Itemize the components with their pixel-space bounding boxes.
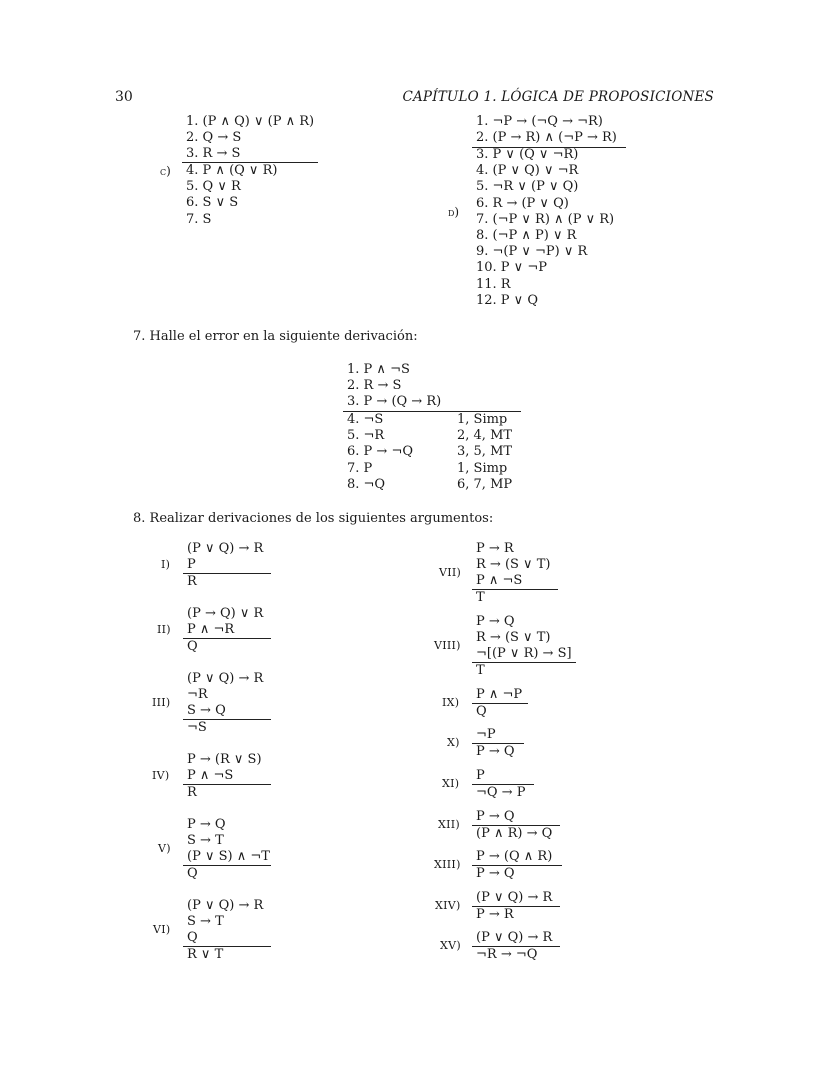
premise: (P ∨ Q) → R — [187, 898, 264, 913]
conclusion: Q — [187, 639, 198, 654]
derivation-row — [347, 444, 512, 460]
argument-vii — [476, 541, 550, 590]
formula-line: 6. S ∨ S — [186, 195, 239, 211]
argument-iv — [187, 752, 262, 784]
item-8-title: 8. Realizar derivaciones de los siguientes argumentos: — [133, 511, 494, 526]
formula-line: 4. P ∧ (Q ∨ R) — [186, 163, 278, 178]
argument-label: XIII) — [434, 858, 461, 871]
conclusion: T — [476, 663, 485, 678]
conclusion: R ∨ T — [187, 947, 224, 962]
formula-line: 11. R — [476, 276, 511, 292]
formula-line: 3. R → S — [186, 146, 241, 162]
formula-line: 8. ¬Q — [347, 476, 386, 492]
formula-line: 3. P → (Q → R) — [347, 394, 442, 410]
argument-label: VIII) — [434, 639, 461, 652]
premise: P → Q — [187, 817, 226, 832]
argument-viii — [476, 614, 572, 663]
conclusion: ¬Q → P — [476, 785, 526, 800]
argument-i — [187, 541, 263, 573]
premise: S → T — [187, 833, 224, 849]
exercise-c-label: c) — [160, 164, 171, 178]
argument-label: III) — [152, 696, 171, 709]
premise: P ∧ ¬P — [476, 687, 523, 702]
formula-line: 3. P ∨ (Q ∨ ¬R) — [476, 147, 579, 162]
premise: (P ∨ Q) → R — [476, 890, 553, 905]
premise: P — [476, 768, 485, 783]
justification: 6, 7, MP — [457, 476, 513, 492]
premise: S → T — [187, 914, 224, 930]
exercise-c-premises — [186, 114, 314, 163]
formula-line: 7. P — [347, 460, 373, 476]
premise: (P → Q) ∨ R — [187, 606, 264, 621]
formula-line: 1. ¬P → (¬Q → ¬R) — [476, 114, 603, 129]
formula-line: 4. (P ∨ Q) ∨ ¬R — [476, 163, 579, 179]
argument-vi — [187, 898, 263, 947]
formula-line: 1. (P ∧ Q) ∨ (P ∧ R) — [186, 114, 315, 129]
formula-line: 2. (P → R) ∧ (¬P → R) — [476, 130, 617, 146]
premise: P — [187, 557, 196, 573]
formula-line: 2. Q → S — [186, 130, 242, 146]
premise: R → (S ∨ T) — [476, 630, 551, 646]
premise: P → (Q ∧ R) — [476, 849, 553, 864]
argument-label: I) — [161, 558, 171, 571]
premise: P → Q — [476, 614, 515, 629]
formula-line: 6. P → ¬Q — [347, 444, 413, 460]
justification: 3, 5, MT — [457, 444, 513, 460]
conclusion-line — [472, 662, 576, 663]
premise: P ∧ ¬S — [187, 768, 234, 784]
conclusion: (P ∧ R) → Q — [476, 826, 553, 841]
premise: R → (S ∨ T) — [476, 557, 551, 573]
conclusion: R — [187, 574, 197, 589]
derivation-row — [347, 461, 512, 477]
argument-iii — [187, 671, 263, 720]
formula-line: 10. P ∨ ¬P — [476, 260, 547, 276]
premise: P → (R ∨ S) — [187, 752, 262, 767]
chapter-title: CAPÍTULO 1. LÓGICA DE PROPOSICIONES — [402, 89, 714, 105]
conclusion: P → R — [476, 907, 514, 922]
formula-line: 5. ¬R ∨ (P ∨ Q) — [476, 179, 579, 195]
formula-line: 9. ¬(P ∨ ¬P) ∨ R — [476, 244, 588, 260]
justification: 2, 4, MT — [457, 428, 513, 444]
page-number: 30 — [115, 89, 133, 105]
justification: 1, Simp — [457, 412, 508, 427]
premise: ¬[(P ∨ R) → S] — [476, 646, 572, 662]
conclusion: ¬R → ¬Q — [476, 947, 538, 962]
conclusion: T — [476, 590, 485, 605]
conclusion: P → Q — [476, 866, 515, 881]
item-7-title: 7. Halle el error en la siguiente derivación: — [133, 329, 418, 344]
premise: P ∧ ¬R — [187, 622, 235, 638]
argument-label: XII) — [438, 818, 461, 831]
argument-label: IX) — [442, 696, 460, 709]
premise: S → Q — [187, 703, 226, 719]
argument-label: VII) — [439, 566, 462, 579]
formula-line: 7. S — [186, 211, 212, 227]
formula-line: 5. ¬R — [347, 428, 385, 444]
conclusion: R — [187, 785, 197, 800]
premise: (P ∨ Q) → R — [187, 541, 264, 556]
exercise-d-steps — [476, 147, 614, 309]
argument-label: XIV) — [435, 899, 461, 912]
premise: P ∧ ¬S — [476, 573, 523, 589]
derivation-row — [347, 412, 512, 428]
exercise-c-steps — [186, 163, 277, 228]
formula-line: 1. P ∧ ¬S — [347, 362, 410, 377]
premise: (P ∨ S) ∧ ¬T — [187, 849, 270, 865]
premise: ¬P — [476, 727, 496, 742]
argument-label: XV) — [440, 939, 461, 952]
derivation-row — [347, 428, 512, 444]
argument-label: X) — [447, 736, 460, 749]
formula-line: 4. ¬S — [347, 412, 384, 427]
formula-line: 5. Q ∨ R — [186, 179, 241, 195]
argument-label: II) — [157, 623, 171, 636]
justification: 1, Simp — [457, 460, 508, 476]
derivation-row — [347, 477, 512, 493]
conclusion: P → Q — [476, 744, 515, 759]
exercise-d-premises — [476, 114, 617, 146]
argument-ii — [187, 606, 263, 638]
argument-v — [187, 817, 270, 866]
conclusion: Q — [476, 704, 487, 719]
formula-line: 7. (¬P ∨ R) ∧ (P ∨ R) — [476, 211, 615, 227]
formula-line: 8. (¬P ∧ P) ∨ R — [476, 227, 577, 243]
formula-line: 12. P ∨ Q — [476, 292, 538, 308]
conclusion: ¬S — [187, 720, 207, 735]
premise: Q — [187, 930, 198, 946]
argument-label: XI) — [442, 777, 460, 790]
premise: P → R — [476, 541, 514, 556]
premise: (P ∨ Q) → R — [187, 671, 264, 686]
formula-line: 2. R → S — [347, 378, 402, 394]
argument-label: IV) — [152, 769, 170, 782]
item-7-derivation — [347, 412, 512, 493]
conclusion: Q — [187, 866, 198, 881]
exercise-d-label: d) — [448, 205, 460, 219]
premise: ¬R — [187, 687, 208, 703]
formula-line: 6. R → (P ∨ Q) — [476, 195, 569, 211]
premise: (P ∨ Q) → R — [476, 930, 553, 945]
argument-label: V) — [158, 842, 171, 855]
argument-label: VI) — [153, 923, 171, 936]
item-7-premises — [347, 362, 441, 411]
premise: P → Q — [476, 809, 515, 824]
